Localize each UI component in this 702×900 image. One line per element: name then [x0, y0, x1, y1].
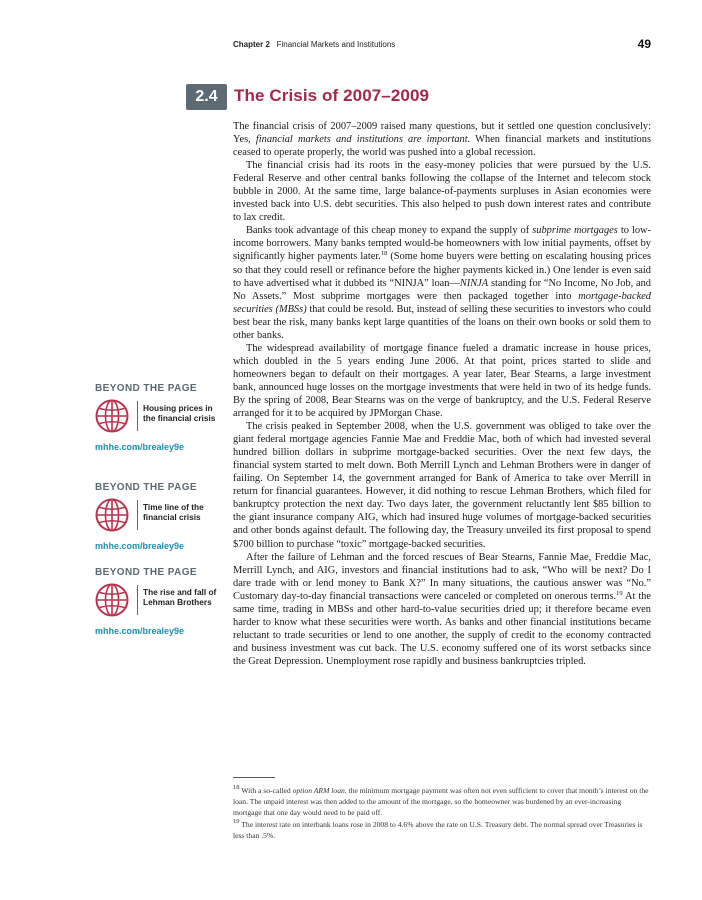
paragraph: Banks took advantage of this cheap money to expand the supply of subprime mortgages to low-income borrowers. Many banks tempted would-be homeowners with low initial payments, offset by significantly higher payments later.$^{18}$ (Some home buyers were betting on escalating housing prices so that they could resell or refinance before the higher payments kicked in.) One lender is even said to have advertised what it dubbed its “NINJA” loan—NINJA standing for “No Income, No Job, and No Assets.” Most subprime mortgages were then packaged together into mortgage-backed securities (MBSs) that could be resold. But, instead of selling these securities to investors who could best bear the risk, many banks kept large quantities of the loans on their own books or sold them to other banks. [233, 225, 652, 341]
section-number-badge: 2.4 [186, 84, 227, 110]
paragraph: The financial crisis had its roots in the easy-money policies that were pursued by the U.S. Federal Reserve and other central banks following the collapse of the Internet and telecom stock bubble in 2000. At the same time, large balance-of-payments surpluses in Asian economies were invested back into U.S. debt securities. This also helped to push down interest rates and contribute to lax credit. [233, 160, 651, 224]
callout-link[interactable]: mhhe.com/brealey9e [95, 541, 185, 551]
footnote-rule [233, 777, 275, 778]
footnotes [233, 785, 651, 842]
body-text [233, 120, 651, 668]
footnote-ref[interactable]: 18 [380, 250, 388, 258]
divider [137, 401, 138, 431]
callout-link[interactable]: mhhe.com/brealey9e [95, 626, 185, 636]
callout-link[interactable]: mhhe.com/brealey9e [95, 442, 185, 452]
emphasis: option ARM loan, [292, 786, 347, 795]
globe-icon [95, 498, 129, 532]
beyond-the-page-callout [95, 567, 215, 636]
paragraph: The financial crisis of 2007–2009 raised many questions, but it settled one question conclusively: Yes, financial markets and institutions are important. When financial markets and institutions ceased to operate properly, the world was pushed into a global recession. [233, 121, 651, 159]
callout-label: The rise and fall of Lehman Brothers [143, 587, 217, 607]
callout-label: Time line of the financial crisis [143, 502, 204, 522]
callout-label: Housing prices in the financial crisis [143, 403, 216, 423]
callout-heading: BEYOND THE PAGE [95, 383, 197, 394]
beyond-the-page-callout [95, 482, 215, 551]
running-head [233, 37, 651, 54]
divider [137, 500, 138, 530]
footnote-ref[interactable]: 19 [616, 589, 623, 597]
emphasis: NINJA [459, 277, 489, 289]
emphasis: financial markets and institutions are important. [255, 134, 471, 146]
callout-heading: BEYOND THE PAGE [95, 567, 197, 578]
paragraph: The widespread availability of mortgage finance fueled a dramatic increase in house prices, which doubled in the 5 years ending June 2006. At that point, prices started to slide and homeowners began to default on their mortgages. A year later, Bear Stearns, a large investment bank, announced huge losses on the mortgage investments that were held in two of its hedge funds. By the spring of 2008, Bear Stearns was on the verge of bankruptcy, and the U.S. Federal Reserve arranged for it to be acquired by JPMorgan Chase. [233, 342, 651, 420]
section-title: The Crisis of 2007–2009 [234, 86, 430, 105]
page-number: 49 [637, 37, 651, 51]
emphasis: subprime mortgages [532, 225, 618, 237]
beyond-the-page-callout [95, 383, 215, 452]
footnote: $^{18}$ With a so-called option ARM loan, the minimum mortgage payment was often not even sufficient to cover that month’s interest on the loan. The unpaid interest was then added to the amount of the mortgage, so the homeowner was burdened by an ever-increasing mortgage that one day would need to be paid off. [233, 784, 649, 818]
emphasis: mortgage-backed securities (MBSs) [233, 290, 651, 315]
paragraph: The crisis peaked in September 2008, when the U.S. government was obliged to take over the giant federal mortgage agencies Fannie Mae and Freddie Mac, both of which had invested several hundred billion dollars in subprime mortgage-backed securities. Over the next few days, the financial system started to melt down. Both Merrill Lynch and Lehman Brothers were in danger of failing. On September 14, the government arranged for Bank of America to take over Merrill in return for financial guarantees. However, it did nothing to rescue Lehman Brothers, which filed for bankruptcy protection the next day. Two days later, the government reluctantly lent $85 billion to the giant insurance company AIG, which had insured huge volumes of mortgage-backed securities and other bonds against default. The following day, the Treasury unveiled its first proposal to spend $700 billion to purchase “toxic” mortgage-backed securities. [233, 421, 651, 550]
callout-heading: BEYOND THE PAGE [95, 482, 197, 493]
chapter-title: Financial Markets and Institutions [276, 40, 396, 49]
globe-icon [95, 399, 129, 433]
paragraph: After the failure of Lehman and the forced rescues of Bear Stearns, Fannie Mae, Freddie Mac, Merrill Lynch, and AIG, investors and financial institutions had to ask, “Who will be next? Do I dare trade with or lend money to Bank X?” In many situations, the cautious answer was “No.” Customary day-to-day financial transactions were canceled or completed on onerous terms.$^{19}$ At the same time, trading in MBSs and other hard-to-value securities dried up; it therefore became even harder to know what these securities were worth. As banks and other financial institutions became reluctant to trade securities or lend to one another, the supply of credit to the economy contracted and business investment was cut back. The U.S. economy suffered one of its worst setbacks since the Great Depression. Unemployment rose rapidly and business bankruptcies tripled. [233, 551, 651, 667]
divider [137, 585, 138, 615]
footnote: $^{19}$ The interest rate on interbank loans rose in 2008 to 4.6% above the rate on U.S. Treasury debt. The normal spread over Treasuries is less than .5%. [233, 818, 643, 841]
globe-icon [95, 583, 129, 617]
chapter-label: Chapter 2 [233, 40, 270, 49]
